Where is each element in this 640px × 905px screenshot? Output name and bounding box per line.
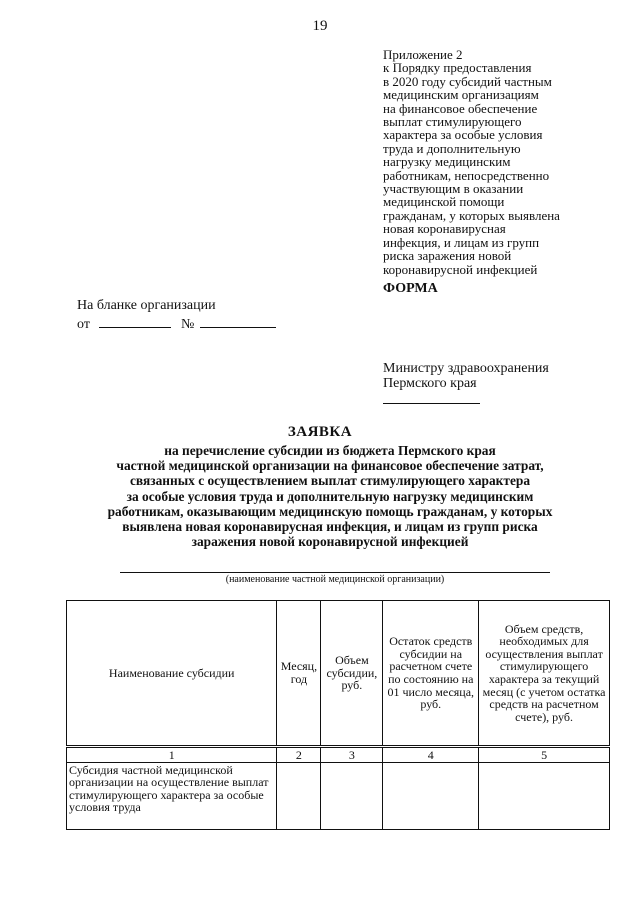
appendix-line: инфекция, и лицам из групп (383, 234, 540, 250)
appendix-line: новая коронавирусная (383, 221, 506, 237)
subsidy-table (66, 600, 610, 830)
appendix-line: на финансовое обеспечение (383, 100, 538, 116)
subtitle-line: работникам, оказывающим медицинскую помощь гражданам, у которых (107, 503, 553, 519)
table-cell (383, 763, 479, 830)
header-subsidy-name: Наименование субсидии (67, 601, 277, 747)
number-blank-line (200, 315, 276, 328)
header-balance: Остаток средств субсидии на расчетном счете по состоянию на 01 число месяца, руб. (383, 601, 479, 747)
form-label: ФОРМА (383, 281, 438, 296)
recipient-signature-line (383, 391, 480, 404)
appendix-line: труда и дополнительную (383, 140, 521, 156)
subtitle-line: на перечисление субсидии из бюджета Пермского края (164, 443, 496, 458)
table-cell (321, 763, 383, 830)
appendix-line: в 2020 году субсидий частным (383, 73, 552, 89)
table-cell (277, 763, 321, 830)
date-number-line (77, 315, 276, 334)
appendix-line: медицинским организациям (383, 87, 539, 103)
appendix-line: нагрузку медицинским (383, 154, 511, 170)
appendix-line: Приложение 2 (383, 47, 463, 62)
appendix-line: к Порядку предоставления (383, 60, 532, 76)
header-month-year: Месяц, год (277, 601, 321, 747)
document-subtitle (60, 443, 600, 549)
appendix-line: медицинской помощи (383, 194, 505, 210)
letterhead-label: На бланке организации (77, 298, 216, 313)
document-title: ЗАЯВКА (287, 424, 353, 440)
subtitle-line: за особые условия труда и дополнительную нагрузку медицинским (126, 488, 534, 504)
organization-name-line (120, 572, 550, 573)
date-blank-line (99, 315, 171, 328)
subtitle-line: частной медицинской организации на финансовое обеспечение затрат, (116, 458, 544, 474)
appendix-block (383, 48, 623, 276)
table-header-row (67, 601, 610, 747)
column-number: 2 (277, 747, 321, 763)
number-sign: № (180, 317, 195, 332)
recipient-line: Министру здравоохранения (383, 361, 549, 376)
appendix-line: выплат стимулирующего (383, 114, 522, 130)
recipient-block (383, 362, 549, 404)
appendix-line: риска заражения новой (383, 248, 512, 264)
header-required-funds: Объем средств, необходимых для осуществления выплат стимулирующего характера за текущий месяц (с учетом остатка средств на расчетном счете), руб. (479, 601, 610, 747)
column-number: 5 (479, 747, 610, 763)
column-number: 3 (321, 747, 383, 763)
header-subsidy-amount: Объем субсидии, руб. (321, 601, 383, 747)
table-cell-subsidy-name: Субсидия частной медицинской организации на осуществление выплат стимулирующего характера за особые условия труда (67, 763, 277, 830)
appendix-line: гражданам, у которых выявлена (383, 207, 560, 223)
recipient-line: Пермского края (383, 375, 477, 391)
table-row (67, 763, 610, 830)
from-label: от (77, 317, 90, 332)
table-cell (479, 763, 610, 830)
appendix-line: работникам, непосредственно (383, 167, 550, 183)
appendix-line: участвующим в оказании (383, 181, 524, 197)
subtitle-line: заражения новой коронавирусной инфекцией (191, 534, 469, 550)
organization-name-caption: (наименование частной медицинской организации) (225, 574, 445, 585)
letterhead-block (77, 296, 276, 334)
page-number: 19 (312, 18, 328, 34)
appendix-line: коронавирусной инфекцией (383, 261, 538, 277)
subtitle-line: связанных с осуществлением выплат стимулирующего характера (129, 473, 531, 489)
column-number-row (67, 747, 610, 763)
column-number: 1 (67, 747, 277, 763)
column-number: 4 (383, 747, 479, 763)
subtitle-line: выявлена новая коронавирусная инфекция, и лицам из групп риска (122, 519, 538, 535)
appendix-line: характера за особые условия (383, 127, 543, 143)
